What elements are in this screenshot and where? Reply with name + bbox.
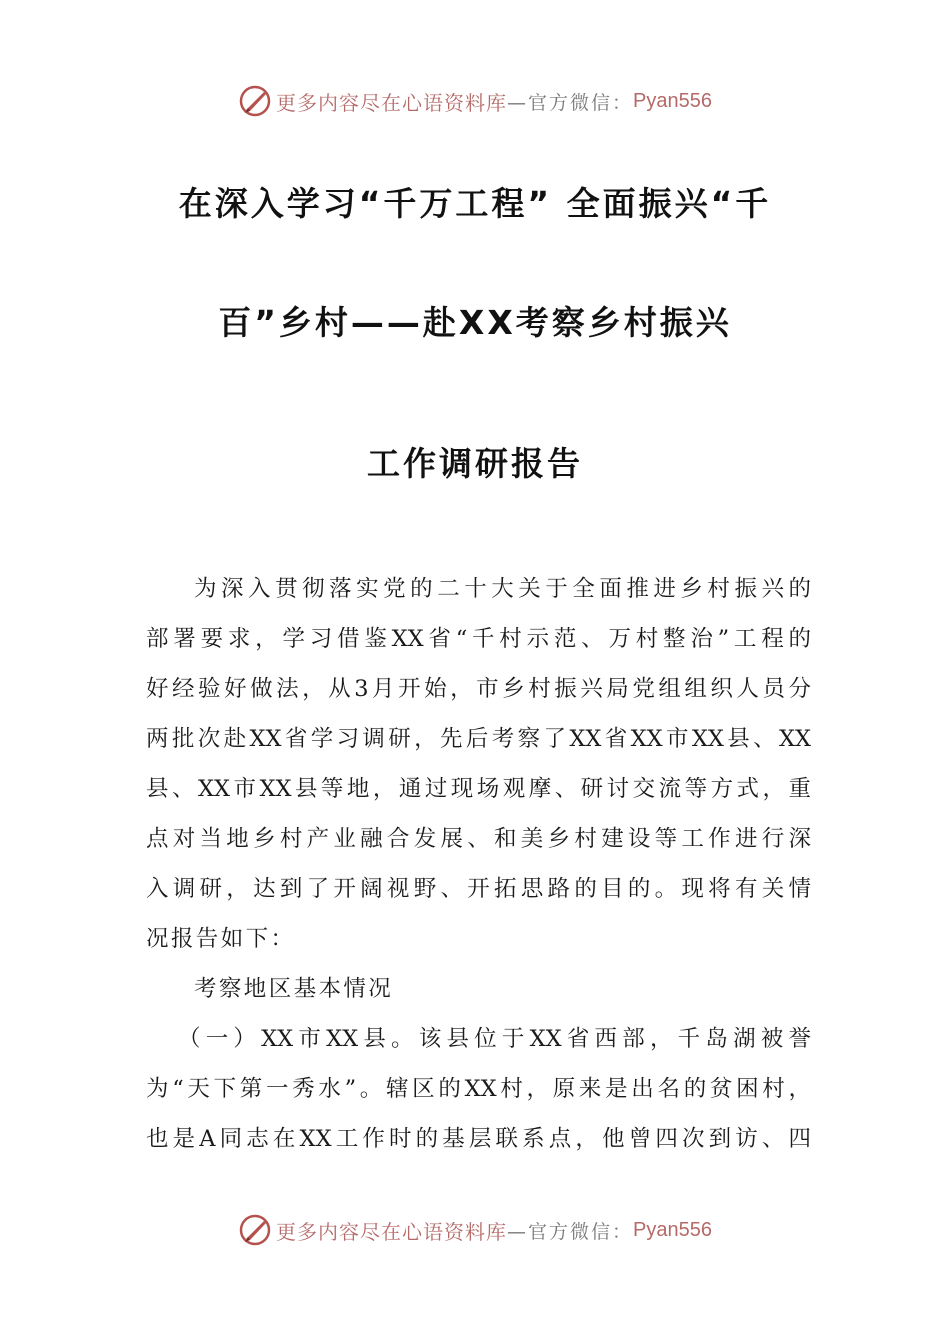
paragraph-line: 入调研，达到了开阔视野、开拓思路的目的。现将有关情 — [146, 876, 811, 902]
section-heading: 考察地区基本情况 — [194, 976, 394, 1002]
title-line-1: 在深入学习“千万工程” 全面振兴“千 — [178, 184, 772, 223]
paragraph-line: 两批次赴XX省学习调研，先后考察了XX省XX市XX县、XX — [146, 726, 811, 752]
paragraph-line: （一）XX市XX县。该县位于XX省西部，千岛湖被誉 — [178, 1026, 811, 1052]
paragraph-line: 部署要求，学习借鉴XX省“千村示范、万村整治”工程的 — [146, 626, 811, 652]
quill-logo-icon — [238, 1213, 272, 1247]
title-line-3: 工作调研报告 — [367, 444, 583, 483]
header-watermark — [0, 84, 950, 118]
paragraph-line: 也是A同志在XX工作时的基层联系点，他曾四次到访、四 — [146, 1126, 811, 1152]
footer-watermark — [0, 1213, 950, 1247]
paragraph-line: 点对当地乡村产业融合发展、和美乡村建设等工作进行深 — [146, 826, 811, 852]
paragraph-line: 况报告如下： — [146, 926, 296, 952]
paragraph-line: 好经验好做法，从3月开始，市乡村振兴局党组组织人员分 — [146, 676, 811, 702]
title-line-2: 百”乡村——赴XX考察乡村振兴 — [218, 303, 732, 342]
paragraph-line: 县、XX市XX县等地，通过现场观摩、研讨交流等方式，重 — [146, 776, 811, 802]
watermark-sub-text: —官方微信： — [507, 1220, 634, 1243]
watermark-sub-text: —官方微信： — [507, 91, 634, 114]
watermark-wechat-id: Pyan556 — [633, 89, 712, 112]
watermark-main-text: 更多内容尽在心语资料库 — [276, 1219, 507, 1244]
quill-logo-icon — [238, 84, 272, 118]
paragraph-line: 为“天下第一秀水”。辖区的XX村，原来是出名的贫困村， — [146, 1076, 811, 1102]
watermark-wechat-id: Pyan556 — [633, 1218, 712, 1241]
paragraph-line: 为深入贯彻落实党的二十大关于全面推进乡村振兴的 — [194, 576, 811, 602]
watermark-main-text: 更多内容尽在心语资料库 — [276, 90, 507, 115]
